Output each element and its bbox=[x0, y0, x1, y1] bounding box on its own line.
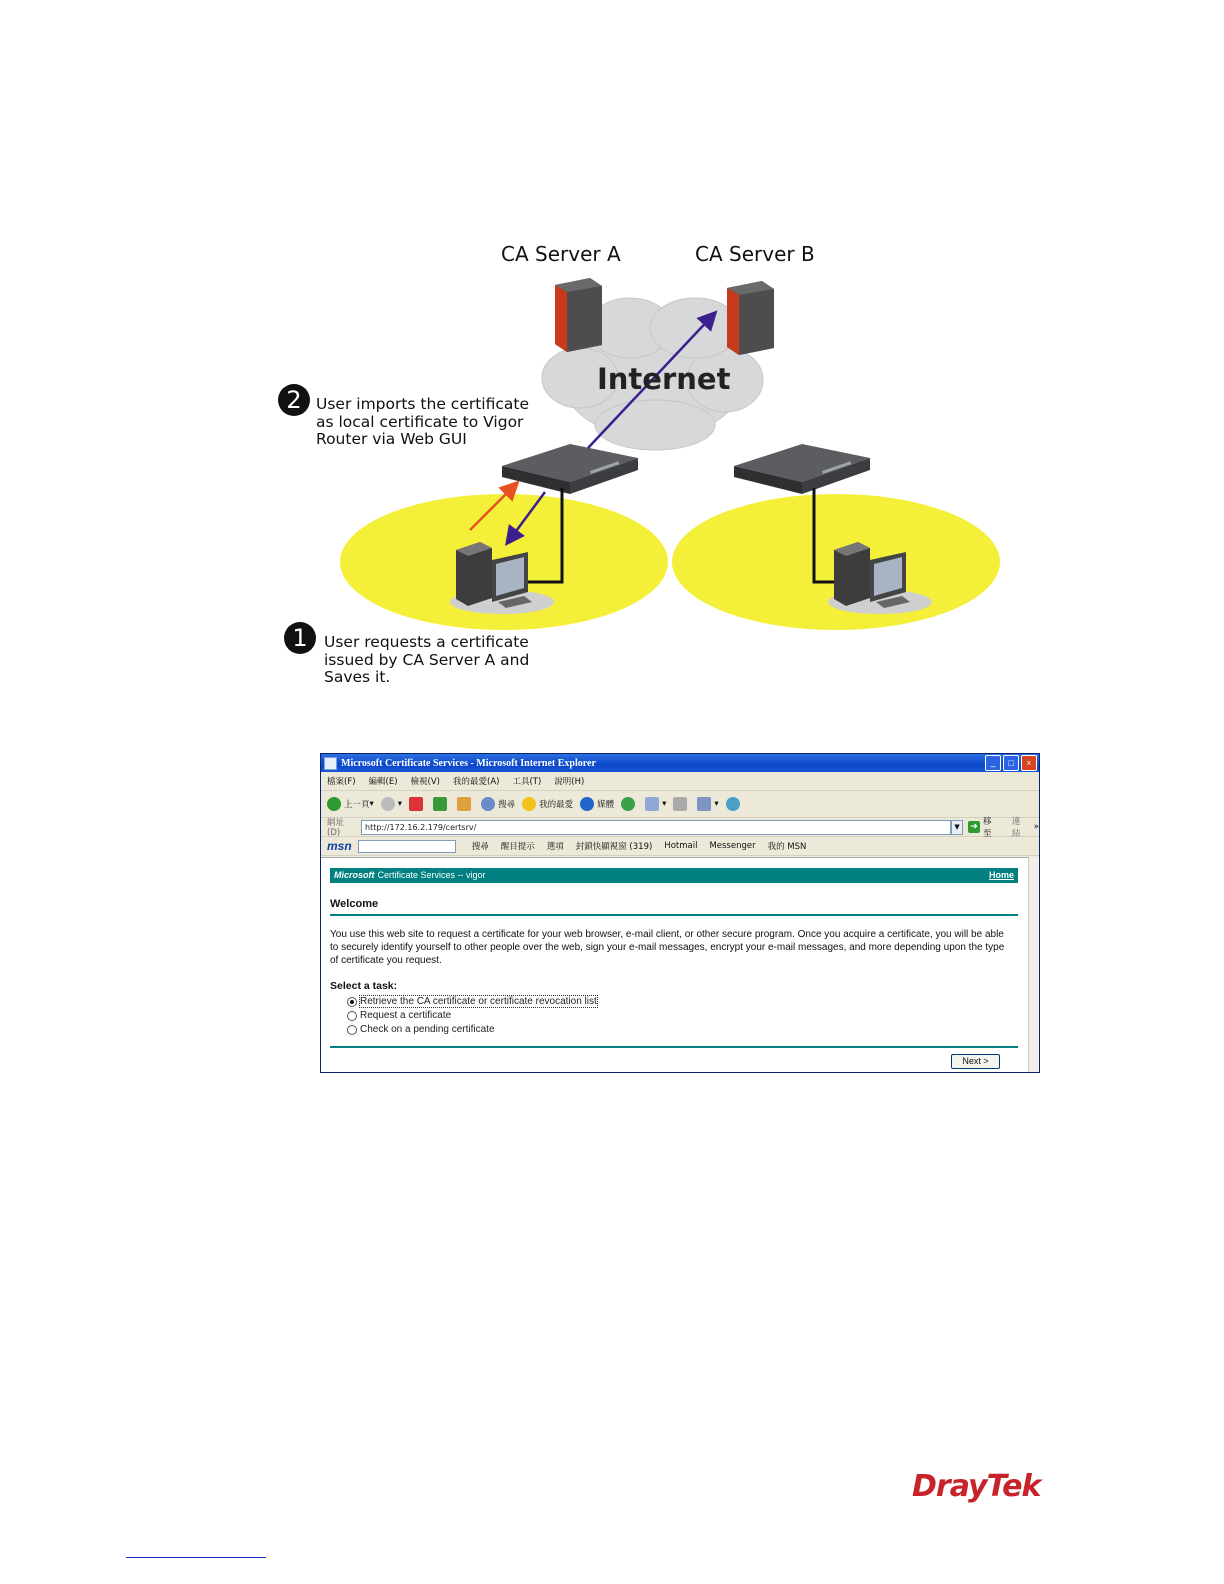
refresh-button[interactable] bbox=[433, 797, 450, 811]
footer-divider bbox=[330, 1046, 1018, 1048]
menu-bar bbox=[321, 772, 1039, 791]
stop-icon bbox=[409, 797, 423, 811]
msn-messenger-button[interactable]: Messenger bbox=[709, 841, 756, 851]
maximize-button[interactable]: □ bbox=[1003, 755, 1019, 771]
vertical-scrollbar[interactable] bbox=[1028, 857, 1039, 1072]
draytek-logo: DrayTek bbox=[912, 1469, 1041, 1504]
footer-link-underline bbox=[126, 1557, 266, 1558]
media-label: 媒體 bbox=[597, 800, 615, 810]
option-label: Check on a pending certificate bbox=[360, 1024, 495, 1035]
task-title: Select a task: bbox=[330, 980, 398, 992]
back-icon bbox=[327, 797, 341, 811]
forward-button[interactable]: ▾ bbox=[381, 797, 402, 811]
step-1-badge: 1 bbox=[284, 622, 316, 654]
favorites-button[interactable] bbox=[522, 797, 573, 811]
history-button[interactable] bbox=[621, 797, 638, 811]
heading-divider bbox=[330, 914, 1018, 916]
mail-icon bbox=[645, 797, 659, 811]
standard-toolbar bbox=[321, 791, 1039, 818]
forward-icon bbox=[381, 797, 395, 811]
ca-server-a-label: CA Server A bbox=[501, 242, 621, 266]
step-2-line: Router via Web GUI bbox=[316, 430, 467, 448]
header-title: Certificate Services -- vigor bbox=[377, 870, 486, 880]
diagram-graphics bbox=[270, 230, 1020, 700]
window-title: Microsoft Certificate Services - Microsoft Internet Explorer bbox=[341, 757, 596, 769]
option-label: Retrieve the CA certificate or certificate revocation list bbox=[360, 996, 597, 1007]
menu-help[interactable]: 說明(H) bbox=[554, 777, 585, 787]
msn-popup-blocker-button[interactable]: 封鎖快顯視窗 (319) bbox=[575, 842, 653, 852]
ie-app-icon bbox=[324, 757, 337, 770]
favorites-icon bbox=[522, 797, 536, 811]
address-value: http://172.16.2.179/certsrv/ bbox=[365, 822, 477, 832]
step-1-line: issued by CA Server A and bbox=[324, 650, 530, 669]
back-button[interactable]: 上一頁 ▾ bbox=[327, 797, 374, 811]
msn-search-button[interactable]: 搜尋 bbox=[471, 842, 489, 852]
msn-highlight-button[interactable]: 醒目提示 bbox=[500, 842, 535, 852]
search-button[interactable] bbox=[481, 797, 515, 811]
print-button[interactable] bbox=[673, 797, 690, 811]
msn-my-msn-button[interactable]: 我的 MSN bbox=[767, 842, 807, 852]
messenger-icon bbox=[726, 797, 740, 811]
option-request-certificate[interactable] bbox=[347, 1010, 451, 1021]
vigor-router-b-icon bbox=[734, 444, 870, 494]
ca-server-b-label: CA Server B bbox=[695, 242, 815, 266]
welcome-heading: Welcome bbox=[330, 898, 379, 910]
search-icon bbox=[481, 797, 495, 811]
stop-button[interactable] bbox=[409, 797, 426, 811]
step-1-line: User requests a certificate bbox=[324, 633, 529, 651]
vigor-router-a-icon bbox=[502, 444, 638, 494]
favorites-label: 我的最愛 bbox=[539, 800, 574, 810]
internet-label: Internet bbox=[597, 362, 731, 396]
go-button[interactable] bbox=[968, 815, 1000, 839]
media-icon bbox=[580, 797, 594, 811]
option-retrieve-ca[interactable] bbox=[347, 996, 597, 1007]
refresh-icon bbox=[433, 797, 447, 811]
address-label: 網址(D) bbox=[327, 818, 345, 838]
step-1-text bbox=[324, 634, 529, 687]
menu-edit[interactable]: 編輯(E) bbox=[368, 777, 398, 787]
messenger-button[interactable] bbox=[726, 797, 743, 811]
history-icon bbox=[621, 797, 635, 811]
mail-button[interactable]: ▾ bbox=[645, 797, 666, 811]
header-brand: Microsoft bbox=[334, 870, 375, 880]
radio[interactable] bbox=[347, 1025, 357, 1035]
msn-hotmail-button[interactable]: Hotmail bbox=[664, 841, 698, 851]
step-1-line: Saves it. bbox=[324, 668, 391, 686]
go-arrow-icon: ➔ bbox=[968, 821, 980, 833]
network-diagram bbox=[270, 230, 1020, 700]
cert-services-header bbox=[330, 868, 1018, 883]
msn-logo[interactable]: msn bbox=[327, 839, 352, 853]
menu-favorites[interactable]: 我的最愛(A) bbox=[453, 777, 500, 787]
step-2-badge: 2 bbox=[278, 384, 310, 416]
next-button[interactable]: Next > bbox=[951, 1054, 1000, 1069]
search-label: 搜尋 bbox=[498, 800, 516, 810]
edit-button[interactable]: ▾ bbox=[697, 797, 718, 811]
print-icon bbox=[673, 797, 687, 811]
step-2-text bbox=[316, 396, 529, 449]
page-content bbox=[321, 857, 1029, 1073]
intro-text: You use this web site to request a certificate for your web browser, e-mail client, or other secure program. Once you acquire a certificate, you will be able to securely identify yourself to other people over the web, sign your e-mail messages, encrypt your e-mail messages, and more depending upon the type of certificate you request. bbox=[330, 929, 1005, 966]
radio[interactable] bbox=[347, 1011, 357, 1021]
msn-toolbar bbox=[321, 837, 1039, 856]
ca-server-a-icon bbox=[555, 278, 602, 352]
msn-search-input[interactable] bbox=[358, 840, 456, 853]
address-dropdown-button[interactable]: ▼ bbox=[951, 820, 963, 835]
ca-server-b-icon bbox=[727, 281, 774, 355]
option-check-pending[interactable] bbox=[347, 1024, 495, 1035]
minimize-button[interactable]: _ bbox=[985, 755, 1001, 771]
go-label: 移至 bbox=[982, 817, 992, 839]
menu-tools[interactable]: 工具(T) bbox=[512, 777, 542, 787]
address-bar bbox=[321, 818, 1039, 837]
back-label: 上一頁 bbox=[344, 800, 370, 810]
menu-file[interactable]: 檔案(F) bbox=[327, 777, 356, 787]
home-icon bbox=[457, 797, 471, 811]
home-button[interactable] bbox=[457, 797, 474, 811]
window-controls bbox=[985, 755, 1037, 771]
address-input[interactable] bbox=[361, 820, 951, 835]
option-label: Request a certificate bbox=[360, 1010, 452, 1021]
chevron-right-icon[interactable]: » bbox=[1033, 822, 1039, 832]
step-2-line: as local certificate to Vigor bbox=[316, 412, 524, 431]
step-2-line: User imports the certificate bbox=[316, 395, 530, 413]
close-button[interactable]: × bbox=[1021, 755, 1037, 771]
edit-icon bbox=[697, 797, 711, 811]
msn-options-button[interactable]: 選項 bbox=[546, 842, 564, 852]
media-button[interactable] bbox=[580, 797, 614, 811]
menu-view[interactable]: 檢視(V) bbox=[410, 777, 440, 787]
radio-selected[interactable] bbox=[347, 997, 357, 1007]
home-link[interactable]: Home bbox=[988, 870, 1014, 880]
title-bar bbox=[321, 754, 1039, 772]
ie-window bbox=[320, 753, 1040, 1073]
links-label[interactable]: 連結 bbox=[1011, 817, 1021, 839]
